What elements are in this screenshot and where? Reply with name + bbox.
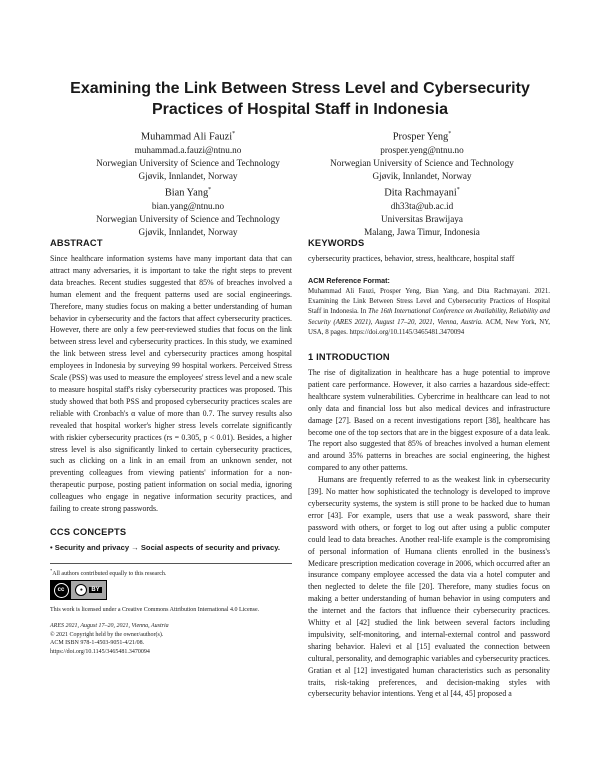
introduction-heading: 1 INTRODUCTION	[308, 352, 390, 363]
author-email[interactable]: muhammad.a.fauzi@ntnu.no	[134, 145, 242, 156]
author-block-1	[88, 128, 288, 183]
paper-title	[40, 78, 560, 120]
venue: ARES 2021, August 17–20, 2021, Vienna, Austria	[50, 623, 169, 630]
reference-format-heading: ACM Reference Format:	[308, 276, 390, 285]
right-column	[308, 238, 550, 700]
author-name: Muhammad Ali Fauzi*	[140, 131, 236, 143]
author-email[interactable]: dh33ta@ub.ac.id	[390, 201, 454, 212]
abstract-heading: ABSTRACT	[50, 238, 103, 248]
copyright: © 2021 Copyright held by the owner/author(s).	[50, 631, 164, 638]
footnote-text: All authors contributed equally to this research.	[52, 571, 167, 577]
introduction-paragraph-1: The rise of digitalization in healthcare has a huge potential to improve patient care performance. However, it also carries a hazardous side-effect: healthcare system vulnerabilities. Cybercrime in healthcare can lead to not only data and financial loss but also medical devices and infrastructure damage [27]. Based on a recent investigations report [38], healthcare has become one of the top sectors that are in the biggest exposure of a data leak. The report also suggested that 85% of breaches involved a human element and around 35% patterns in breaches are social engineering, the highest compared to any other patterns.	[308, 368, 550, 473]
author-name: Prosper Yeng*	[392, 131, 452, 143]
reference-format-text: Muhammad Ali Fauzi, Prosper Yeng, Bian Yang, and Dita Rachmayani. 2021. Examining the Link Between Stress Level and Cybersecurity Practices of Hospital Staff in Indonesia. In The 16th International Conference on Availability, Reliability and Security (ARES 2021), August 17–20, 2021, Vienna, Austria. ACM, New York, NY, USA, 8 pages. https://doi.org/10.1145/3465481.3470094	[308, 288, 551, 336]
author-affiliation: Universitas Brawijaya	[381, 214, 463, 225]
ccs-text: • Security and privacy → Social aspects of security and privacy.	[50, 542, 281, 552]
author-block-3	[88, 184, 288, 239]
footnote-mark: *	[50, 568, 53, 573]
author-name: Dita Rachmayani*	[384, 187, 460, 199]
by-attribution-icon	[71, 581, 106, 599]
author-block-4	[322, 184, 522, 239]
author-email[interactable]: bian.yang@ntnu.no	[151, 201, 225, 212]
left-column	[50, 238, 292, 553]
author-location: Malang, Jawa Timur, Indonesia	[364, 227, 480, 238]
author-affiliation: Norwegian University of Science and Technology	[96, 214, 280, 225]
author-block-2	[322, 128, 522, 183]
abstract-text: Since healthcare information systems have many important data that can attract many adversaries, it is important to take the right steps to prevent data breaches. Recent studies suggested that 85% of breaches involved a human element and the frequent patterns used are social engineerings. Therefore, many studies focus on making a better understanding of human behavior in cybersecurity and the factors that affect cybersecurity practices. However, there are only a few peer-reviewed studies that focus on the link between stress level and cybersecurity practices. In this study, we examined the link between stress level and cybersecurity practices among hospital employees in Indonesia by surveying 99 hospital workers. Perceived Stress Scale (PSS) was used to measure the employees' stress level and a new scale to measure hospital staff's risky cybersecurity practices was proposed. This study showed that both PSS and proposed cybersecurity practices scales are reliable with Cronbach's α value of more than 0.7. The survey results also revealed that hospital worker's higher stress levels correlate significantly with riskier cybersecurity practices (rs = 0.305, p < 0.01). Besides, a higher stress level is also significantly linked to certain cybersecurity practices, such as clicking on a link in an email from an unknown sender, not preventing colleagues from viewing patients' information for a non-therapeutic purpose, posting patient information on social media, ignoring colleagues who engage in negative information security practices, and failing to create strong passwords.	[50, 254, 292, 514]
title-line-1: Examining the Link Between Stress Level and Cybersecurity	[70, 80, 530, 97]
author-location: Gjøvik, Innlandet, Norway	[138, 171, 238, 182]
author-location: Gjøvik, Innlandet, Norway	[138, 227, 238, 238]
keywords-heading: KEYWORDS	[308, 238, 365, 248]
author-email[interactable]: prosper.yeng@ntnu.no	[380, 145, 464, 156]
footnote	[50, 563, 292, 578]
isbn: ACM ISBN 978-1-4503-9051-4/21/08.	[50, 640, 145, 647]
cc-by-badge[interactable]	[50, 580, 107, 600]
author-affiliation: Norwegian University of Science and Technology	[96, 158, 280, 169]
introduction-paragraph-2: Humans are frequently referred to as the weakest link in cybersecurity [39]. No matter how sophisticated the technology is developed to improve cybersecurity systems, the system is still prone to be hacked due to human error [43]. For example, users that use a weak password, share their password with others, or forget to log out after using a public computer could lead to data breaches. Another real-life example is the compromising of personal information of Humana clients enrolled in the business's Medicare prescription medication coverage in 2006, which occurred after an insurance company employee accessed the data via a hotel computer and then neglected to delete the file [20]. Therefore, many studies focus on making a better understanding of human behavior in using computers and the internet and the factors that influence their cybersecurity practices. Whitty et al [42] studied the link between several factors including impulsivity, self-monitoring, and internal-external control and password sharing behavior. Halevi et al [15] evaluated the connection between cultural, personality, and demographic variables and cybersecurity practices. Gratian et al [12] investigated human characteristics such as personality traits, risk-taking preferences, and decision-making styles with cybersecurity behavior intentions. Yeng et al [44, 45] proposed a	[308, 475, 550, 699]
keywords-text: cybersecurity practices, behavior, stress, healthcare, hospital staff	[308, 254, 515, 263]
person-icon: ●	[75, 584, 87, 596]
by-label: BY	[91, 587, 100, 593]
author-location: Gjøvik, Innlandet, Norway	[372, 171, 472, 182]
license-block	[50, 580, 292, 656]
author-name: Bian Yang*	[164, 187, 212, 199]
publication-info	[50, 622, 292, 656]
ccs-heading: CCS CONCEPTS	[50, 526, 127, 537]
license-text: This work is licensed under a Creative Commons Attribution International 4.0 License.	[50, 607, 260, 613]
author-affiliation: Norwegian University of Science and Technology	[330, 158, 514, 169]
doi-link[interactable]: https://doi.org/10.1145/3465481.3470094	[50, 648, 150, 655]
cc-logo-icon: cc	[51, 581, 71, 599]
title-line-2: Practices of Hospital Staff in Indonesia	[151, 101, 449, 118]
